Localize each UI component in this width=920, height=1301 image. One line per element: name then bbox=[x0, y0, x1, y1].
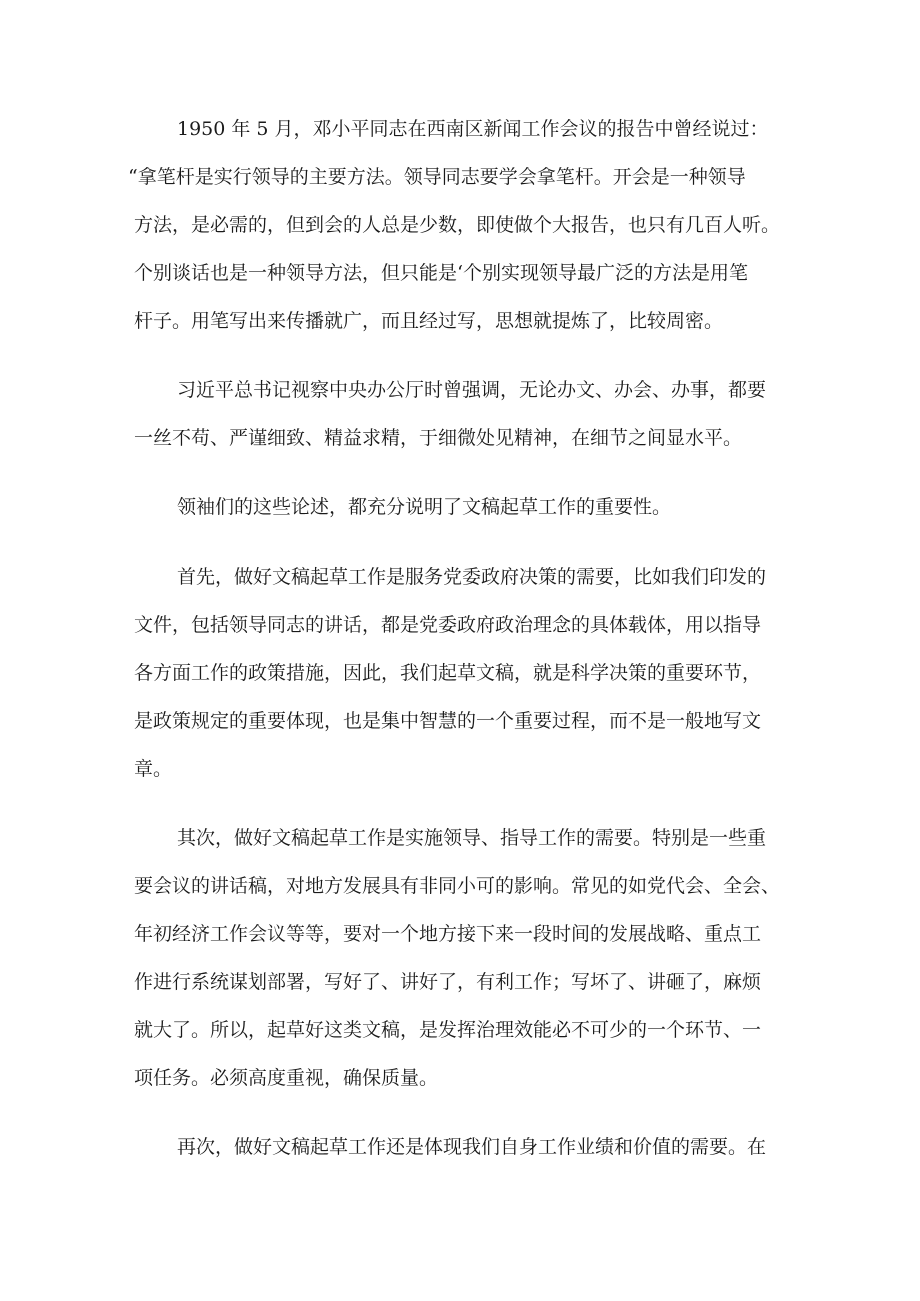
text-line: 1950 年 5 月，邓小平同志在西南区新闻工作会议的报告中曾经说过： bbox=[177, 118, 769, 140]
text-line: 就大了。所以，起草好这类文稿，是发挥治理效能必不可少的一个环节、一 bbox=[134, 1019, 762, 1041]
text-line: 项任务。必须高度重视，确保质量。 bbox=[134, 1067, 439, 1089]
text-line: 领袖们的这些论述，都充分说明了文稿起草工作的重要性。 bbox=[177, 496, 672, 518]
text-line: 要会议的讲话稿，对地方发展具有非同小可的影响。常见的如党代会、全会、 bbox=[134, 875, 781, 897]
text-line: 章。 bbox=[134, 758, 173, 780]
text-line: 年初经济工作会议等等，要对一个地方接下来一段时间的发展战略、重点工 bbox=[134, 923, 762, 945]
text-line: 各方面工作的政策措施，因此，我们起草文稿，就是科学决策的重要环节， bbox=[134, 662, 762, 684]
text-line: 个别谈话也是一种领导方法，但只能是‘个别实现领导最广泛的方法是用笔 bbox=[134, 262, 749, 284]
text-line: 文件，包括领导同志的讲话，都是党委政府政治理念的具体载体，用以指导 bbox=[134, 614, 762, 636]
text-line: 再次，做好文稿起草工作还是体现我们自身工作业绩和价值的需要。在 bbox=[177, 1136, 767, 1158]
text-line: 是政策规定的重要体现，也是集中智慧的一个重要过程，而不是一般地写文 bbox=[134, 710, 762, 732]
text-line: 首先，做好文稿起草工作是服务党委政府决策的需要，比如我们印发的 bbox=[177, 566, 767, 588]
text-line: 作进行系统谋划部署，写好了、讲好了，有利工作；写坏了、讲砸了，麻烦 bbox=[134, 971, 762, 993]
text-line: 一丝不苟、严谨细致、精益求精，于细微处见精神，在细节之间显水平。 bbox=[134, 427, 743, 449]
text-line: 习近平总书记视察中央办公厅时曾强调，无论办文、办会、办事，都要 bbox=[177, 379, 767, 401]
text-line: 方法，是必需的，但到会的人总是少数，即使做个大报告，也只有几百人听。 bbox=[134, 214, 781, 236]
text-line: “拿笔杆是实行领导的主要方法。领导同志要学会拿笔杆。开会是一种领导 bbox=[128, 166, 746, 188]
text-line: 杆子。用笔写出来传播就广，而且经过写，思想就提炼了，比较周密。 bbox=[134, 310, 724, 332]
text-line: 其次，做好文稿起草工作是实施领导、指导工作的需要。特别是一些重 bbox=[177, 827, 767, 849]
